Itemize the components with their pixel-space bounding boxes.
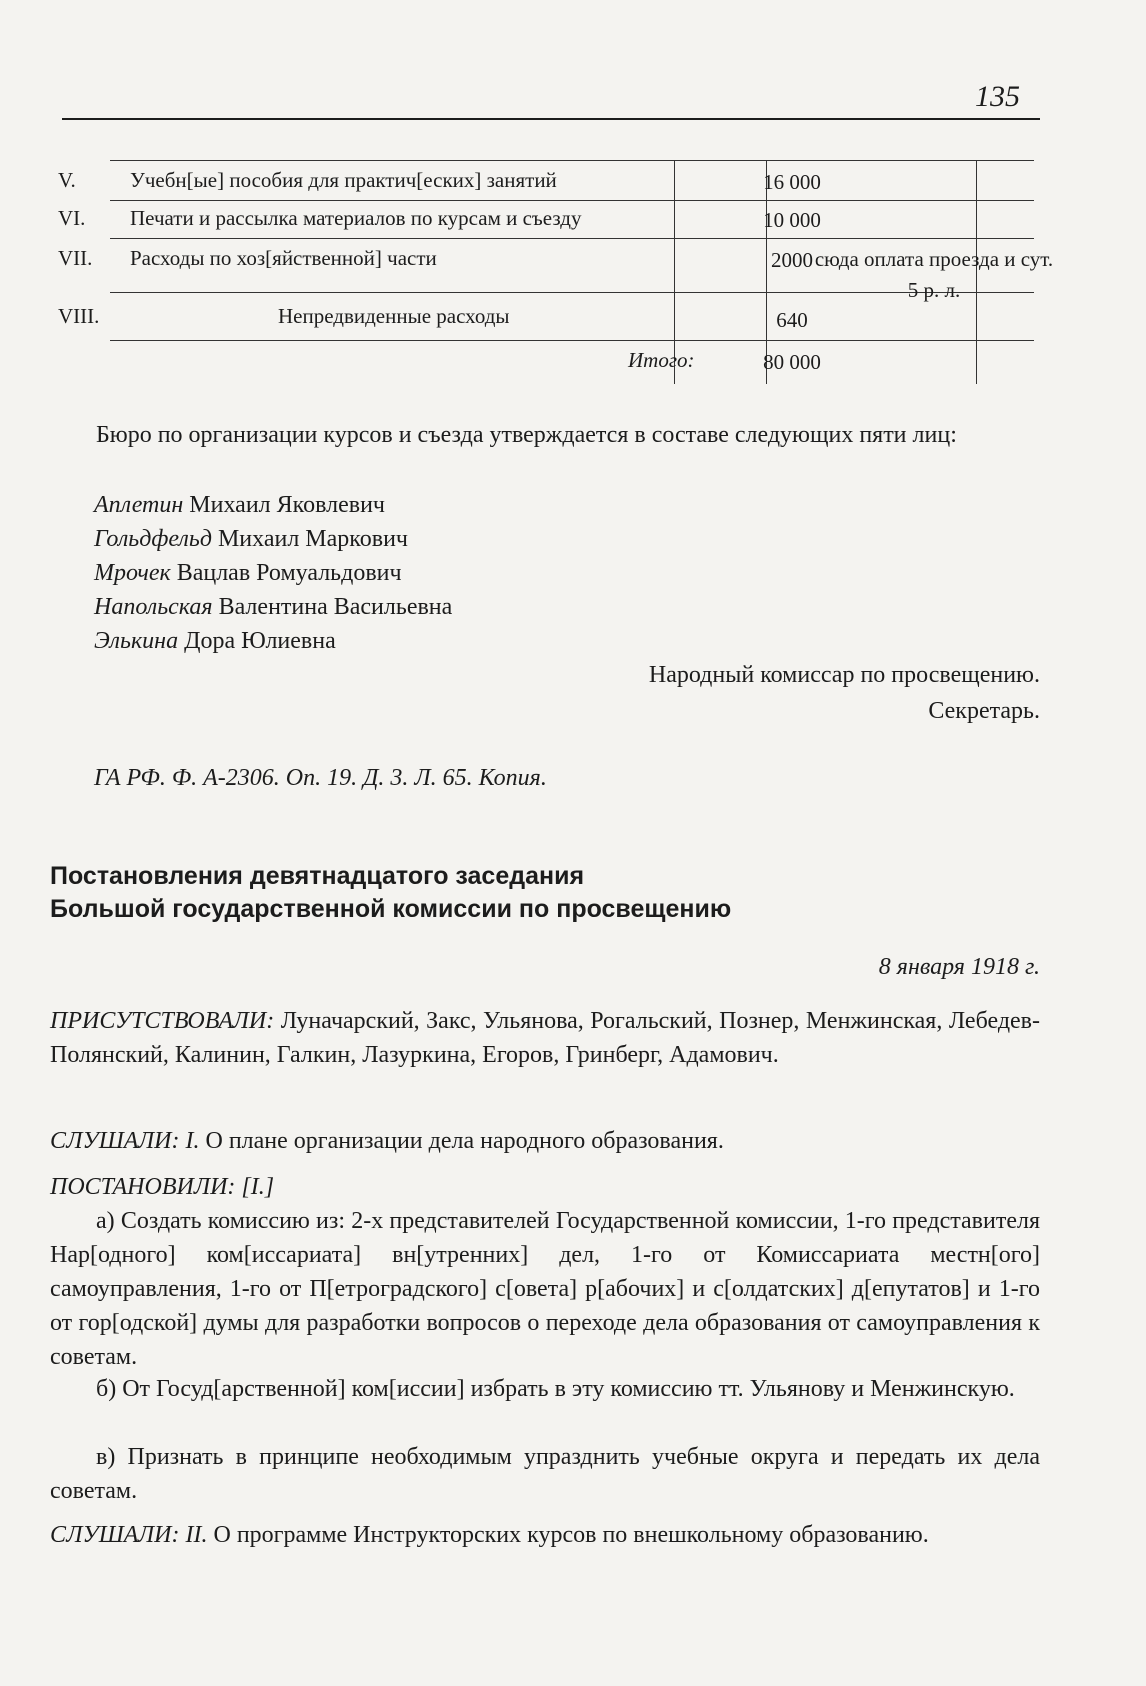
heard-label: СЛУШАЛИ: I.	[50, 1128, 200, 1154]
table-row-total	[58, 340, 1042, 384]
signature-secretary: Секретарь.	[928, 698, 1040, 724]
heard-section-2	[50, 1518, 1040, 1552]
table-row	[58, 238, 1054, 302]
list-item	[94, 556, 452, 590]
row-amount: 2000	[771, 248, 813, 272]
bureau-members-list	[94, 488, 452, 658]
row-amount: 640	[776, 308, 808, 332]
list-item	[94, 488, 452, 522]
member-name: Валентина Васильевна	[218, 594, 453, 620]
document-heading	[50, 860, 731, 926]
row-amount: 10 000	[763, 208, 821, 232]
list-item	[94, 522, 452, 556]
heard-text: О программе Инструкторских курсов по внешкольному образованию.	[213, 1522, 929, 1548]
resolution-a: а) Создать комиссию из: 2-х представителей Государственной комиссии, 1-го представителя Нар[одного] ком[иссариата] вн[утренних] дел, 1-го от Комиссариата местн[ого] самоуправления, 1-го от П[етроградского] с[овета] р[абочих] и с[олдатских] д[епутатов] и 1-го от гор[одской] думы для разработки вопросов о переходе дела образования от самоуправления к советам.	[50, 1208, 1040, 1370]
member-surname: Аплетин	[94, 492, 184, 518]
heard-section-1	[50, 1124, 1040, 1158]
bureau-intro: Бюро по организации курсов и съезда утверждается в составе следующих пяти лиц:	[96, 422, 957, 448]
row-label: Печати и рассылка материалов по курсам и съезду	[130, 206, 582, 230]
total-label: Итого:	[628, 348, 695, 372]
total-amount: 80 000	[763, 350, 821, 374]
present-text: Луначарский, Закс, Ульянова, Рогальский, Познер, Менжинская, Лебедев-Полянский, Калинин, Галкин, Лазуркина, Егоров, Гринберг, Адамович.	[50, 1008, 1041, 1068]
document-date: 8 января 1918 г.	[878, 954, 1040, 980]
present-label: ПРИСУТСТВОВАЛИ:	[50, 1008, 275, 1034]
table-row	[58, 160, 1042, 200]
header-rule	[62, 118, 1040, 120]
member-name: Дора Юлиевна	[184, 628, 336, 654]
page-number: 135	[975, 80, 1020, 113]
member-name: Михаил Маркович	[217, 526, 408, 552]
member-surname: Гольдфельд	[94, 526, 212, 552]
table-row	[58, 292, 1042, 340]
row-number: VIII.	[58, 304, 100, 328]
row-label: Расходы по хоз[яйственной] части	[130, 246, 437, 270]
heading-line: Большой государственной комиссии по просвещению	[50, 895, 732, 923]
list-item	[94, 590, 452, 624]
resolution-b: б) От Госуд[арственной] ком[иссии] избрать в эту комиссию тт. Ульянову и Менжинскую.	[96, 1376, 1015, 1402]
heard-label: СЛУШАЛИ: II.	[50, 1522, 208, 1548]
resolved-label: ПОСТАНОВИЛИ: [I.]	[50, 1174, 275, 1200]
row-label: Учебн[ые] пособия для практич[еских] занятий	[130, 168, 557, 192]
heading-line: Постановления девятнадцатого заседания	[50, 862, 585, 890]
row-number: V.	[58, 168, 76, 192]
resolution-c: в) Признать в принципе необходимым упразднить учебные округа и передать их дела советам.	[50, 1444, 1040, 1504]
archive-source: ГА РФ. Ф. А-2306. Оп. 19. Д. 3. Л. 65. Копия.	[94, 765, 547, 791]
member-surname: Напольская	[94, 594, 213, 620]
row-note: сюда оплата проезда и сут. 5 р. л.	[814, 247, 1054, 302]
table-row	[58, 198, 1042, 238]
signature-commissar: Народный комиссар по просвещению.	[648, 662, 1040, 688]
present-section	[50, 1004, 1040, 1072]
row-number: VII.	[58, 246, 93, 270]
heard-text: О плане организации дела народного образования.	[205, 1128, 724, 1154]
member-surname: Мрочек	[94, 560, 171, 586]
list-item	[94, 624, 452, 658]
member-name: Михаил Яковлевич	[189, 492, 385, 518]
row-amount: 16 000	[763, 170, 821, 194]
row-label: Непредвиденные расходы	[278, 304, 510, 328]
member-name: Вацлав Ромуальдович	[176, 560, 402, 586]
row-number: VI.	[58, 206, 86, 230]
member-surname: Элькина	[94, 628, 179, 654]
